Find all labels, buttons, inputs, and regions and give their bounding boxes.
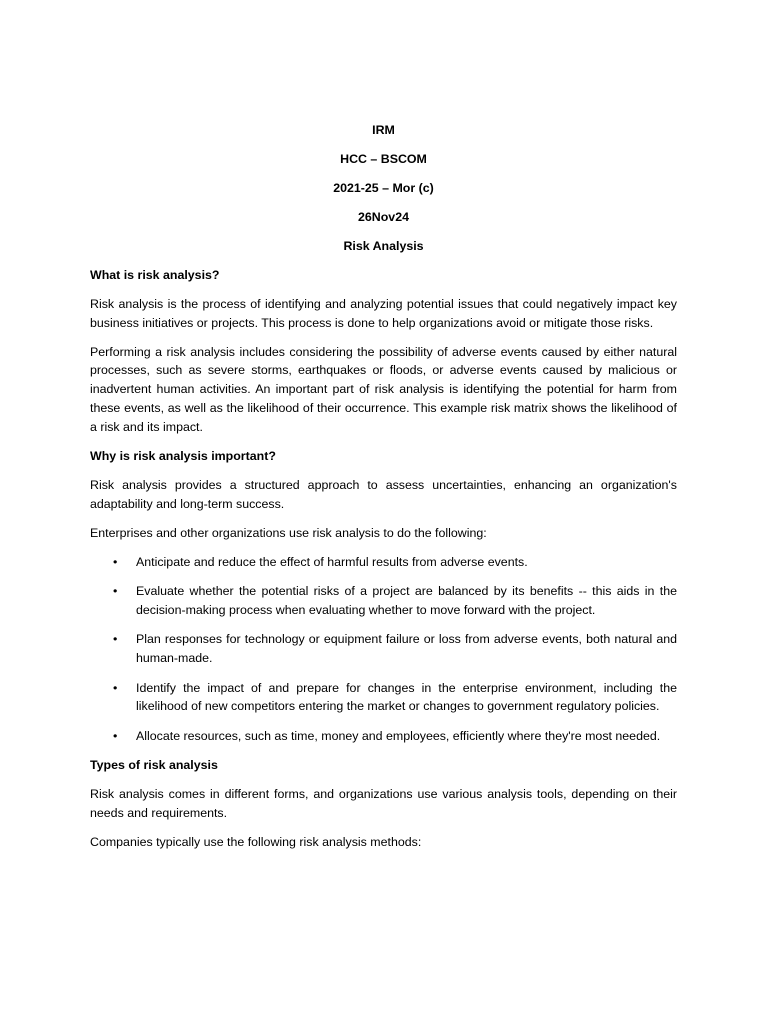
what-paragraph-2: Performing a risk analysis includes considering the possibility of adverse events caused by either natural processes, such as severe storms, earthquakes or floods, or adverse events caused by malicious or inadvertent human activities. An important part of risk analysis is identifying the potential for harm from these events, as well as the likelihood of their occurrence. This example risk matrix shows the likelihood of a risk and its impact. — [90, 344, 677, 434]
bullet-icon: • — [113, 584, 118, 599]
what-heading: What is risk analysis? — [90, 267, 220, 282]
course-name: IRM — [372, 123, 395, 137]
list-item — [90, 679, 677, 717]
document-date: 26Nov24 — [358, 209, 409, 224]
bullet-icon: • — [113, 728, 118, 743]
benefits-list — [90, 553, 677, 746]
bullet-icon: • — [113, 632, 118, 647]
types-heading: Types of risk analysis — [90, 758, 218, 773]
bullet-icon: • — [113, 554, 118, 569]
list-item-text: Allocate resources, such as time, money and employees, efficiently where they're most needed. — [136, 728, 661, 743]
types-paragraph-1: Risk analysis comes in different forms, and organizations use various analysis tools, depending on their needs and requirements. — [90, 787, 677, 821]
list-item — [90, 582, 677, 620]
list-item — [90, 727, 677, 746]
list-item-text: Identify the impact of and prepare for changes in the enterprise environment, including the likelihood of new competitors entering the market or changes to government regulatory policies. — [136, 680, 677, 714]
document-title: Risk Analysis — [343, 238, 424, 253]
college-name: HCC – BSCOM — [340, 151, 427, 166]
list-item — [90, 630, 677, 668]
why-paragraph-2: Enterprises and other organizations use risk analysis to do the following: — [90, 525, 487, 540]
why-paragraph-1: Risk analysis provides a structured approach to assess uncertainties, enhancing an organization's adaptability and long-term success. — [90, 477, 677, 511]
what-paragraph-1: Risk analysis is the process of identifying and analyzing potential issues that could negatively impact key business initiatives or projects. This process is done to help organizations avoid or mitigate those risks. — [90, 296, 677, 330]
batch-info: 2021-25 – Mor (c) — [333, 180, 434, 195]
list-item-text: Plan responses for technology or equipment failure or loss from adverse events, both natural and human-made. — [136, 632, 677, 666]
list-item-text: Evaluate whether the potential risks of a project are balanced by its benefits -- this aids in the decision-making process when evaluating whether to move forward with the project. — [136, 584, 677, 617]
why-heading: Why is risk analysis important? — [90, 448, 276, 463]
types-paragraph-2: Companies typically use the following risk analysis methods: — [90, 835, 422, 850]
bullet-icon: • — [113, 680, 118, 695]
list-item-text: Anticipate and reduce the effect of harmful results from adverse events. — [136, 554, 528, 569]
list-item — [90, 553, 677, 572]
document-page — [90, 121, 677, 862]
